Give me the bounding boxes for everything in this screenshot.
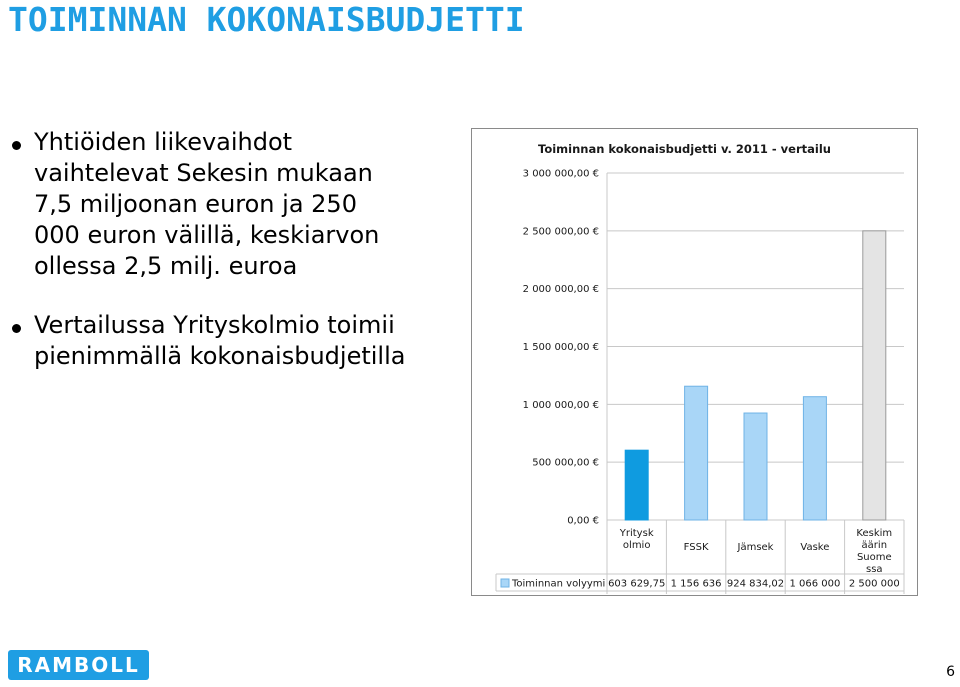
ramboll-logo — [8, 650, 149, 680]
budget-chart-svg — [472, 129, 919, 597]
data-table-value: 1 156 636 — [670, 578, 722, 590]
data-table-value: 1 066 000 — [789, 578, 841, 590]
category-label-line: Vaske — [800, 542, 830, 553]
category-label — [856, 528, 892, 575]
bullet-line: ollessa 2,5 milj. euroa — [34, 252, 298, 280]
category-label-line: Suome — [856, 552, 892, 563]
category-label-line: FSSK — [683, 542, 709, 553]
category-label — [619, 528, 654, 551]
data-table-value: 603 629,75 — [608, 578, 666, 590]
bar — [744, 413, 767, 520]
y-tick-label: 2 000 000,00 € — [522, 284, 599, 296]
category-label — [684, 542, 709, 553]
bar — [625, 450, 648, 520]
bullet-dot-icon — [12, 141, 21, 150]
bullet-line: pienimmällä kokonaisbudjetilla — [34, 342, 406, 370]
y-tick-label: 0,00 € — [567, 515, 599, 527]
data-table-value: 2 500 000 — [848, 578, 900, 590]
bullet-list — [10, 127, 460, 372]
category-label-line: äärin — [861, 540, 888, 551]
category-label — [737, 542, 774, 553]
legend-swatch-icon — [501, 579, 509, 587]
page-title: TOIMINNAN KOKONAISBUDJETTI — [8, 0, 525, 39]
series-name: Toiminnan volyymi — [512, 578, 606, 590]
bullet-dot-icon — [12, 324, 21, 333]
bullet-line: Yhtiöiden liikevaihdot — [34, 128, 293, 156]
category-label-line: Keskim — [856, 528, 893, 539]
bar — [863, 231, 886, 520]
page-number: 6 — [946, 664, 955, 680]
bullet-item — [10, 310, 460, 372]
category-label-line: olmio — [622, 540, 651, 551]
y-tick-label: 2 500 000,00 € — [522, 226, 599, 238]
budget-chart — [471, 128, 918, 596]
category-label — [800, 542, 829, 553]
bullet-item — [10, 127, 460, 282]
bar — [803, 397, 826, 520]
logo-text: RAMBOLL — [17, 653, 140, 677]
bullet-line: Vertailussa Yrityskolmio toimii — [34, 311, 395, 339]
data-table-value: 924 834,02 — [726, 578, 785, 590]
y-tick-label: 500 000,00 € — [532, 457, 599, 469]
y-tick-label: 3 000 000,00 € — [522, 168, 599, 180]
category-label-line: Jämsek — [737, 542, 774, 553]
bar — [685, 386, 708, 520]
bullet-line: 7,5 miljoonan euron ja 250 — [34, 190, 357, 218]
category-label-line: ssa — [866, 564, 883, 575]
chart-title: Toiminnan kokonaisbudjetti v. 2011 - vertailu — [538, 142, 831, 156]
bullet-line: vaihtelevat Sekesin mukaan — [34, 159, 373, 187]
y-tick-label: 1 500 000,00 € — [522, 342, 599, 353]
y-tick-label: 1 000 000,00 € — [522, 399, 599, 411]
category-label-line: Yritysk — [619, 528, 654, 539]
bullet-line: 000 euron välillä, keskiarvon — [34, 221, 380, 249]
